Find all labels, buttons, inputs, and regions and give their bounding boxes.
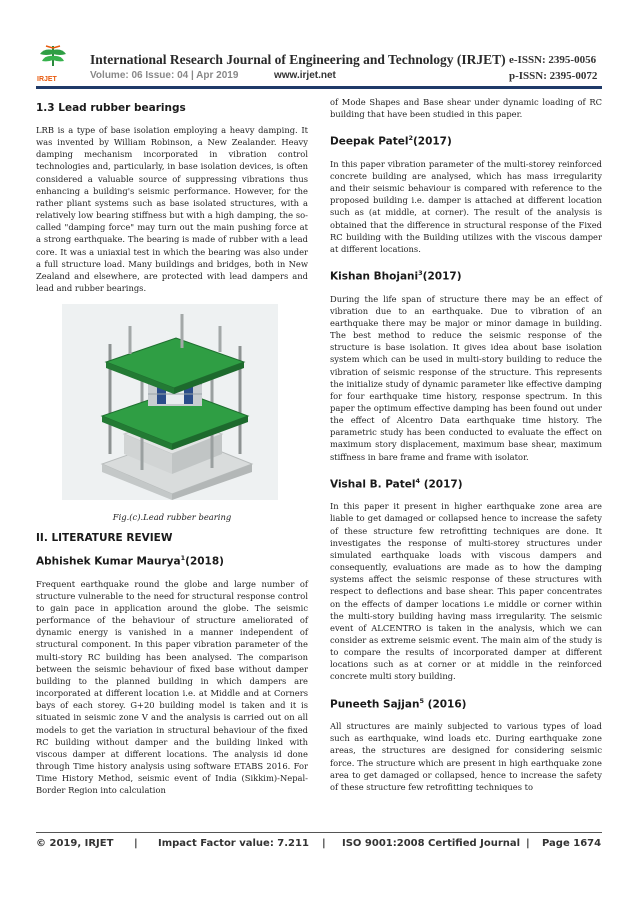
author-heading-2 — [330, 134, 602, 148]
lrb-paragraph: LRB is a type of base isolation employing a heavy damping. It was invented by William Robinson, a New Zealander. Heavy damping mechanism incorporated in vibration control technologies and, particularly, in base isolation devices, is often considered a valuable source of suppressing vibrations thus enhancing a building's seismic performance. However, for the rather pliant systems such as base isolated structures, with a relatively low bearing stiffness but with a high damping, the so-called "damping force" may turn out the main pushing force at a strong earthquake. The bearing is made of rubber with a lead core. It was a uniaxial test in which the bearing was also under a full structure load. Many buildings and bridges, both in New Zealand and elsewhere, are protected with lead dampers and lead and rubber bearings. — [36, 125, 308, 294]
footer-rule — [36, 832, 602, 833]
author-ref: 5 — [419, 696, 424, 705]
e-issn: e-ISSN: 2395-0056 — [509, 54, 597, 66]
footer-iso: ISO 9001:2008 Certified Journal — [342, 838, 521, 849]
footer-impact-factor: Impact Factor value: 7.211 — [158, 838, 309, 849]
author-heading-1 — [36, 554, 308, 568]
author1-paragraph-cont: of Mode Shapes and Base shear under dynamic loading of RC building that have been studied in this paper. — [330, 97, 602, 120]
page-header — [0, 0, 638, 90]
author-ref: 3 — [418, 269, 423, 278]
irjet-logo-icon — [36, 44, 70, 80]
author-year: (2017) — [423, 478, 463, 491]
footer-separator: | — [322, 838, 326, 849]
section-title-lrb: 1.3 Lead rubber bearings — [36, 102, 186, 114]
website-link[interactable]: www.irjet.net — [274, 70, 336, 81]
author-name: Abhishek Kumar Maurya — [36, 555, 181, 568]
author-year: (2017) — [422, 270, 462, 283]
footer-page-number: Page 1674 — [542, 838, 602, 849]
author5-paragraph: All structures are mainly subjected to various types of load such as earthquake, wind loads etc. During earthquake zone areas, the structures are designed for considering seismic force. The structure which are present in high earthquake zone area to get damaged or collapsed, hence to increase the safety of these structure few retrofitting techniques to — [330, 721, 602, 792]
author-heading-3 — [330, 269, 602, 283]
author-ref: 2 — [408, 134, 413, 143]
author-year: (2018) — [185, 555, 224, 568]
volume-issue: Volume: 06 Issue: 04 | Apr 2019 — [90, 70, 239, 81]
author-year: (2017) — [412, 135, 452, 148]
lead-rubber-bearing-image — [62, 304, 278, 500]
footer-separator: | — [134, 838, 138, 849]
lead-rubber-bearing-figure — [36, 304, 308, 500]
p-issn: p-ISSN: 2395-0072 — [509, 70, 598, 82]
footer-copyright: © 2019, IRJET — [36, 838, 114, 849]
author-heading-4 — [330, 477, 602, 491]
left-column — [36, 96, 308, 797]
author-name: Deepak Patel — [330, 135, 409, 148]
figure-caption: Fig.(c).Lead rubber bearing — [112, 512, 232, 523]
author-ref: 4 — [415, 476, 421, 485]
author-name: Vishal B. Patel — [330, 478, 416, 491]
logo-text: IRJET — [37, 76, 57, 83]
author3-paragraph: During the life span of structure there may be an effect of vibration due to an earthquake. Due to vibration of an earthquake there may be major or minor damage in building. The best method to reduce the seismic response of the structure is base isolation. It gives idea about base isolation system which can be used in multi-story building to reduce the vibration of seismic response of the structure. This represents the initialize study of dynamic parameter like effective damping for four earthquake time history, response spectrum. In this paper the optimum effective damping has been found out under the effect of Alcentro Data earthquake time history. The parametric study has been conducted to evaluate the effect on maximum story displacement, maximum base shear, maximum stiffness in bare frame and frame with isolator. — [330, 293, 602, 462]
author-name: Kishan Bhojani — [330, 270, 419, 283]
right-column — [330, 96, 602, 793]
author-heading-5 — [330, 697, 602, 711]
section-title-literature: II. LITERATURE REVIEW — [36, 532, 173, 545]
header-rule — [36, 86, 602, 89]
footer-separator: | — [526, 838, 530, 849]
author1-paragraph: Frequent earthquake round the globe and large number of structure vulnerable to the need for structural response control to gain pace in application around the globe. The seismic performance of the behaviour of structure ameliorated of dynamic energy is vanished in a manner independent of structural component. In this paper vibration parameter of the multi-story RC building has been analysed. The comparison between the seismic behaviour of fixed base without damper building to the planned building in which dampers are incorporated at different location i.e. at Middle and at Corners bays of each storey. G+20 building model is taken and it is situated in seismic zone V and the analysis is carried out on all models to get the variation in structural behaviour of the fixed RC building without damper and the building linked with viscous damper at different locations. The analysis id done through Time history analysis using software ETABS 2016. For Time History Method, seismic event of India (Sikkim)-Nepal-Border Region into calculation — [36, 578, 308, 796]
author2-paragraph: In this paper vibration parameter of the multi-storey reinforced concrete building are analysed, which has mass irregularity and their seismic behaviour is compared with reference to the proposed building i.e. damper is attached at different location such as (at middle, at corner). The result of the analysis is obtained that the difference in structural response of the Fixed RC building with the Building utilizes with the viscous damper at different locations. — [330, 158, 602, 254]
author-year: (2016) — [427, 698, 467, 711]
author-name: Puneeth Sajjan — [330, 698, 420, 711]
author-ref: 1 — [180, 554, 186, 563]
author4-paragraph: In this paper it present in higher earthquake zone area are liable to get damaged or collapsed hence to increase the safety of these structure few retrofitting techniques are done. It investigates the response of multi-storey structures under simulated earthquake loads with viscous dampers and consequently, evaluations are made as to how the damping systems affect the seismic response of these structures with respect to deflections and base shear. This paper concentrates on the effects of damper locations i.e middle or corner within the multi-story building having mass irregularity. The seismic event of ALCENTRO is taken in the analysis, which we can consider as extreme seismic event. The main aim of the study is to compare the results of incorporated damper at different locations such as at corner or at middle in the reinforced concrete multi story building. — [330, 501, 602, 682]
journal-title: International Research Journal of Engineering and Technology (IRJET) — [90, 52, 506, 67]
